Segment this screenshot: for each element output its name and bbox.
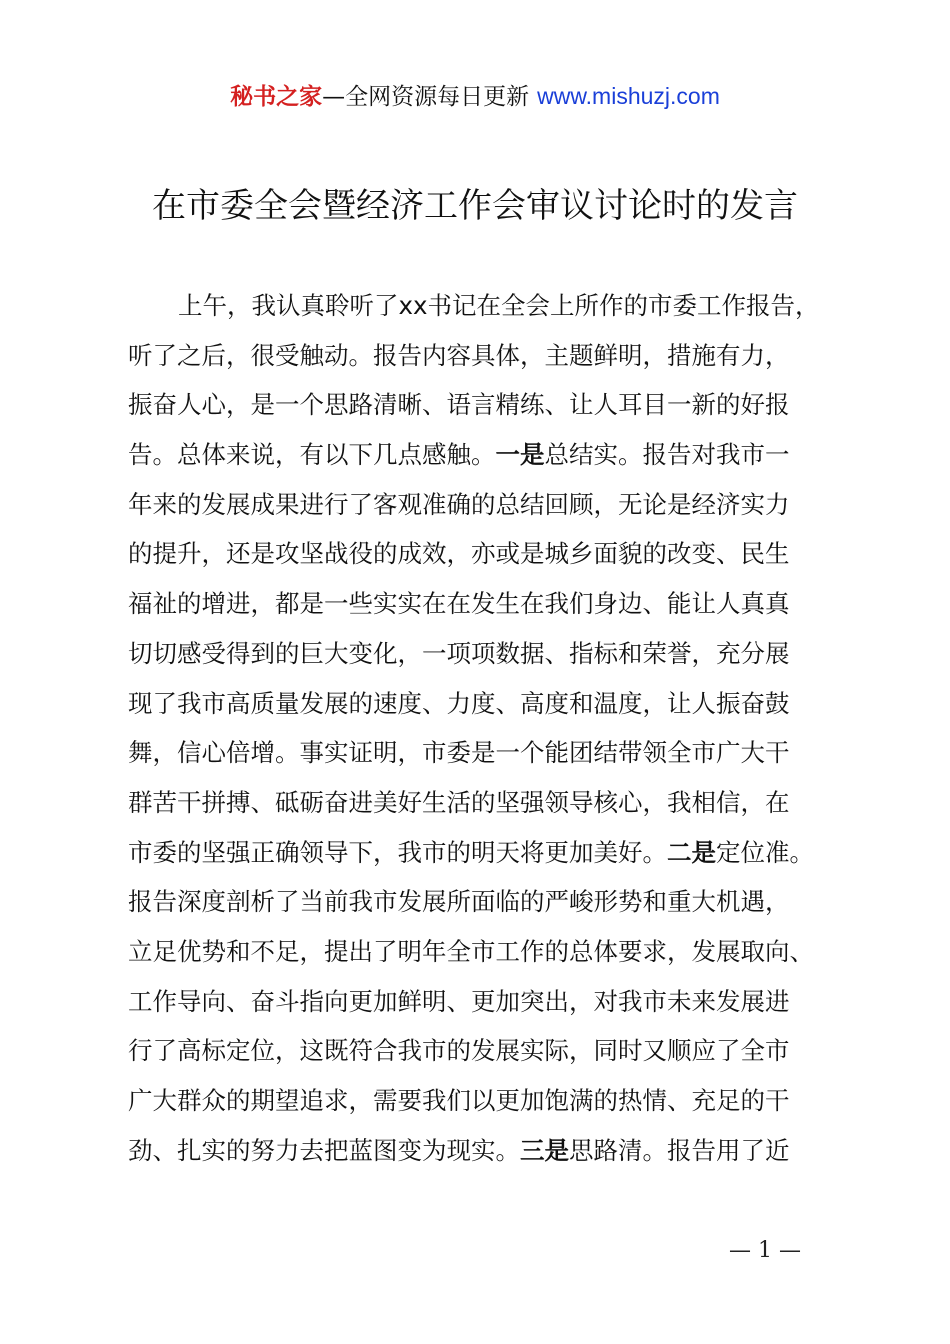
body-text: 听了之后，很受触动。报告内容具体，主题鲜明，措施有力， bbox=[128, 340, 790, 370]
body-text: 总结实。报告对我市一 bbox=[544, 440, 790, 470]
body-text: 振奋人心，是一个思路清晰、语言精练、让人耳目一新的好报 bbox=[128, 390, 790, 420]
site-url-link[interactable]: www.mishuzj.com bbox=[537, 83, 720, 109]
body-line bbox=[128, 430, 858, 480]
body-line bbox=[128, 778, 858, 828]
body-line bbox=[128, 480, 858, 530]
body-text: 福祉的增进，都是一些实实在在发生在我们身边、能让人真真 bbox=[128, 589, 790, 619]
body-text: 舞，信心倍增。事实证明，市委是一个能团结带领全市广大干 bbox=[128, 738, 790, 768]
body-line bbox=[128, 728, 858, 778]
body-text: 年来的发展成果进行了客观准确的总结回顾，无论是经济实力 bbox=[128, 489, 790, 519]
body-line bbox=[128, 1126, 858, 1176]
brand-name: 秘书之家 bbox=[230, 84, 323, 110]
body-text: 上午，我认真聆听了xx书记在全会上所作的市委工作报告， bbox=[178, 291, 820, 320]
body-line bbox=[128, 679, 858, 729]
body-line bbox=[128, 977, 858, 1027]
body-text: 现了我市高质量发展的速度、力度、高度和温度，让人振奋鼓 bbox=[128, 688, 790, 718]
body-line bbox=[128, 331, 858, 381]
body-line bbox=[128, 1076, 858, 1126]
document-body bbox=[128, 281, 858, 1175]
page-number: — 1 — bbox=[729, 1238, 801, 1263]
body-text: 报告深度剖析了当前我市发展所面临的严峻形势和重大机遇， bbox=[128, 887, 790, 917]
body-line bbox=[128, 1026, 858, 1076]
body-text: 劲、扎实的努力去把蓝图变为现实。 bbox=[128, 1135, 520, 1165]
body-line bbox=[128, 828, 858, 878]
body-line bbox=[128, 579, 858, 629]
body-line bbox=[128, 877, 858, 927]
body-line bbox=[128, 281, 858, 331]
body-text: 的提升，还是攻坚战役的成效，亦或是城乡面貌的改变、民生 bbox=[128, 539, 790, 569]
body-text: 定位准。 bbox=[716, 837, 814, 867]
point-marker-one: 一是 bbox=[495, 440, 545, 470]
body-text: 市委的坚强正确领导下，我市的明天将更加美好。 bbox=[128, 837, 667, 867]
body-line bbox=[128, 629, 858, 679]
body-text: 思路清。报告用了近 bbox=[569, 1135, 790, 1165]
body-text: 群苦干拼搏、砥砺奋进美好生活的坚强领导核心，我相信，在 bbox=[128, 787, 790, 817]
body-line bbox=[128, 380, 858, 430]
body-text: 告。总体来说，有以下几点感触。 bbox=[128, 440, 496, 470]
body-text: 广大群众的期望追求，需要我们以更加饱满的热情、充足的干 bbox=[128, 1086, 790, 1115]
body-text: 切切感受得到的巨大变化，一项项数据、指标和荣誉，充分展 bbox=[128, 638, 790, 668]
body-text: 行了高标定位，这既符合我市的发展实际，同时又顺应了全市 bbox=[128, 1036, 790, 1066]
document-title: 在市委全会暨经济工作会审议讨论时的发言 bbox=[152, 186, 798, 226]
body-line bbox=[128, 927, 858, 977]
header-slogan: —全网资源每日更新 bbox=[322, 84, 530, 110]
body-text: 工作导向、奋斗指向更加鲜明、更加突出，对我市未来发展进 bbox=[128, 986, 790, 1016]
body-text: 立足优势和不足，提出了明年全市工作的总体要求，发展取向、 bbox=[128, 936, 814, 966]
point-marker-three: 三是 bbox=[520, 1135, 569, 1165]
point-marker-two: 二是 bbox=[667, 837, 716, 867]
site-header bbox=[0, 80, 950, 113]
body-line bbox=[128, 529, 858, 579]
